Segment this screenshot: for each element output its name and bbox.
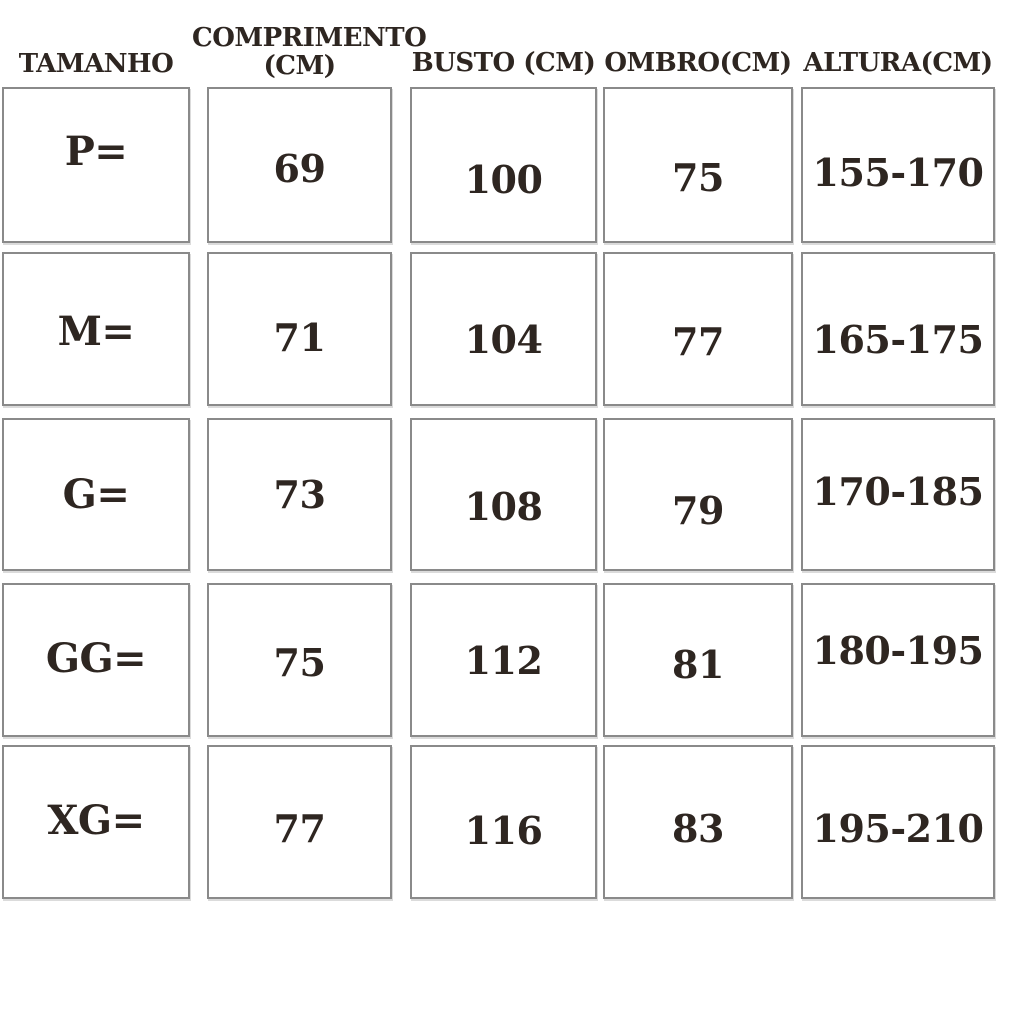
column-header-busto xyxy=(410,49,597,77)
cell-value: G= xyxy=(62,471,130,518)
column-header-sublabel: (CM) xyxy=(263,51,336,81)
column-header-label: TAMANHO xyxy=(18,49,174,79)
value-cell xyxy=(207,745,392,899)
cell-value: 195-210 xyxy=(812,805,984,851)
value-cell xyxy=(410,87,597,243)
cell-value: 165-175 xyxy=(812,316,984,362)
cell-value: 69 xyxy=(273,145,326,191)
value-cell xyxy=(207,418,392,571)
value-cell xyxy=(410,252,597,406)
cell-value: 83 xyxy=(672,805,724,851)
size-label-cell xyxy=(2,583,190,737)
value-cell xyxy=(207,252,392,406)
column-header-tamanho xyxy=(2,50,190,78)
cell-value: 108 xyxy=(464,484,543,529)
size-label-cell xyxy=(2,418,190,571)
value-cell xyxy=(410,745,597,899)
value-cell xyxy=(410,418,597,571)
value-cell xyxy=(207,583,392,737)
value-cell xyxy=(801,745,995,899)
cell-value: P= xyxy=(64,127,128,175)
cell-value: 75 xyxy=(672,154,724,200)
size-label-cell xyxy=(2,87,190,243)
column-header-comprimento xyxy=(192,23,427,81)
column-header-altura xyxy=(801,49,995,77)
value-cell xyxy=(603,745,793,899)
cell-value: 100 xyxy=(464,156,543,202)
cell-value: 112 xyxy=(464,637,543,683)
cell-value: GG= xyxy=(45,634,147,682)
cell-value: 104 xyxy=(464,316,543,362)
cell-value: 71 xyxy=(273,314,326,360)
cell-value: 116 xyxy=(464,807,543,853)
cell-value: 77 xyxy=(273,805,326,851)
size-label-cell xyxy=(2,745,190,899)
cell-value: XG= xyxy=(47,796,145,844)
column-header-label: BUSTO (CM) xyxy=(411,48,596,78)
size-label-cell xyxy=(2,252,190,406)
cell-value: 75 xyxy=(273,639,326,685)
cell-value: M= xyxy=(57,307,135,355)
cell-value: 79 xyxy=(672,488,724,533)
cell-value: 81 xyxy=(672,641,724,687)
cell-value: 170-185 xyxy=(812,469,984,514)
column-header-label: COMPRIMENTO xyxy=(192,23,427,53)
value-cell xyxy=(801,87,995,243)
value-cell xyxy=(410,583,597,737)
value-cell xyxy=(603,252,793,406)
value-cell xyxy=(603,583,793,737)
cell-value: 155-170 xyxy=(812,149,984,195)
cell-value: 180-195 xyxy=(812,627,984,673)
column-header-label: OMBRO(CM) xyxy=(604,48,792,78)
column-header-label: ALTURA(CM) xyxy=(803,48,993,78)
value-cell xyxy=(801,418,995,571)
value-cell xyxy=(801,583,995,737)
value-cell xyxy=(603,418,793,571)
column-header-ombro xyxy=(603,49,793,77)
value-cell xyxy=(603,87,793,243)
cell-value: 73 xyxy=(273,472,326,517)
value-cell xyxy=(207,87,392,243)
value-cell xyxy=(801,252,995,406)
cell-value: 77 xyxy=(672,318,724,364)
